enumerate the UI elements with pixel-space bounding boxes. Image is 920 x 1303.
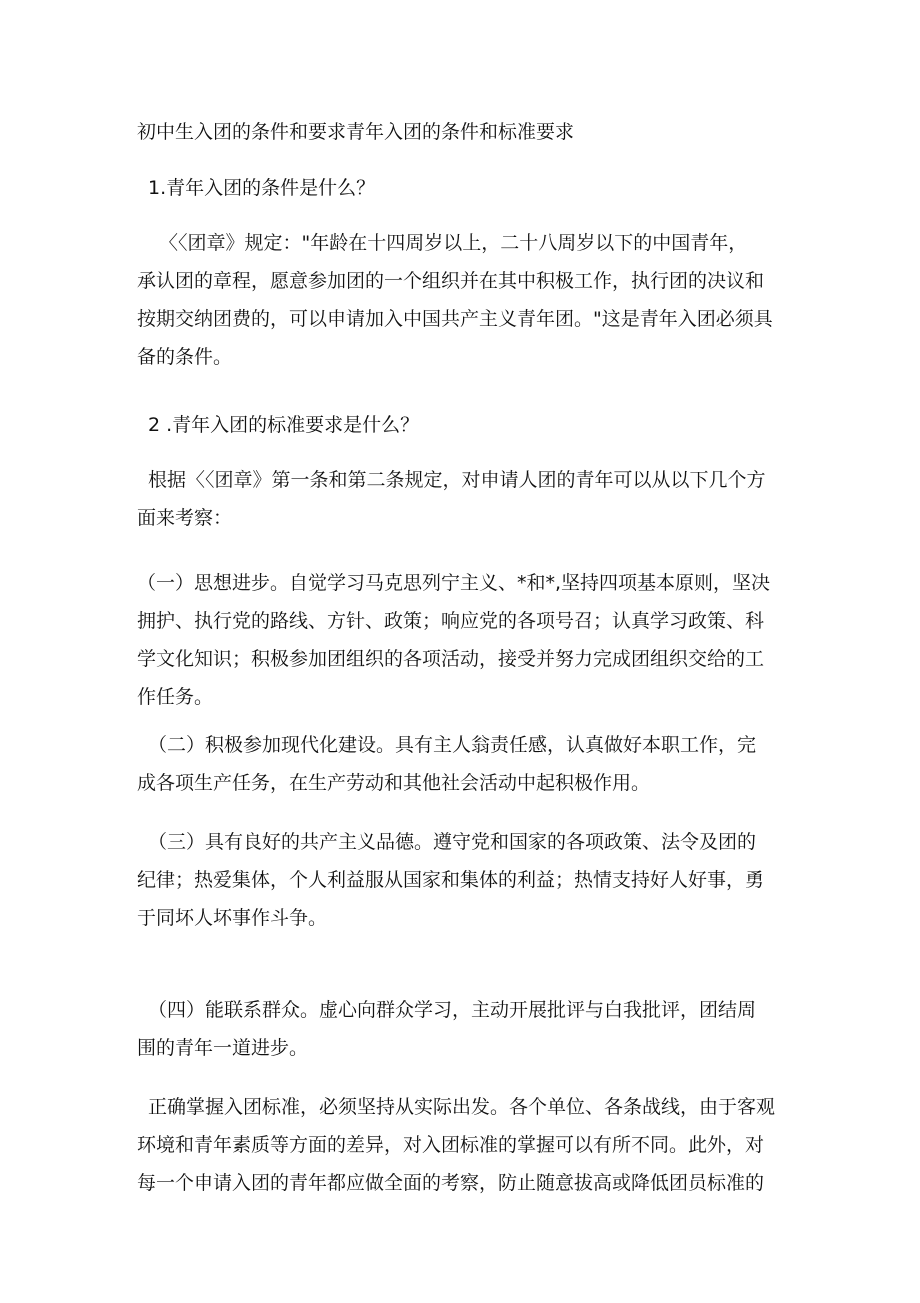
- paragraph-7: [137, 1088, 797, 1202]
- text-line: 承认团的章程，愿意参加团的一个组织并在其中积极工作，执行团的决议和: [137, 270, 765, 292]
- text-line: 正确掌握入团标准，必须坚持从实际出发。各个单位、各条战线，由于客观: [148, 1096, 776, 1118]
- text-line: 于同坏人坏事作斗争。: [137, 907, 328, 929]
- text-line: 学文化知识；积极参加团组织的各项活动，接受并努力完成团组织交给的工: [137, 648, 765, 670]
- text-line: 环境和青年素质等方面的差异，对入团标准的掌握可以有所不同。此外，对: [137, 1134, 765, 1156]
- text-line: 每一个申请入团的青年都应做全面的考察，防止随意拔高或降低团员标准的: [137, 1172, 765, 1194]
- text-line: 成各项生产任务，在生产劳动和其他社会活动中起积极作用。: [137, 772, 651, 794]
- text-line: 〈〈团章》规定："年龄在十四周岁以上，二十八周岁以下的中国青年，: [159, 232, 748, 254]
- text-line: 作任务。: [137, 686, 214, 708]
- paragraph-5: [137, 823, 797, 937]
- text-line: （三）具有良好的共产主义品德。遵守党和国家的各项政策、法令及团的: [148, 831, 757, 853]
- document-title: [137, 113, 797, 151]
- question-2: [148, 406, 808, 444]
- paragraph-3: [137, 564, 797, 716]
- text-line: 根据〈〈团章》第一条和第二条规定，对申请人团的青年可以从以下几个方: [148, 469, 766, 491]
- paragraph-1: [137, 224, 797, 376]
- question-1: [148, 169, 808, 207]
- text-line: （二）积极参加现代化建设。具有主人翁责任感，认真做好本职工作，完: [148, 734, 757, 756]
- title-line: 初中生入团的条件和要求青年入团的条件和标准要求: [137, 121, 575, 143]
- text-line: 拥护、执行党的路线、方针、政策；响应党的各项号召；认真学习政策、科: [137, 610, 765, 632]
- text-line: （一）思想进步。自觉学习马克思列宁主义、*和*,坚持四项基本原则，坚决: [137, 572, 771, 594]
- text-line: 面来考察：: [137, 507, 233, 529]
- question-line: 2 .青年入团的标准要求是什么？: [148, 414, 420, 436]
- text-line: 按期交纳团费的，可以申请加入中国共产主义青年团。"这是青年入团必须具: [137, 308, 773, 330]
- paragraph-6: [137, 991, 797, 1067]
- question-line: 1.青年入团的条件是什么？: [148, 177, 376, 199]
- paragraph-4: [137, 726, 797, 802]
- text-line: 围的青年一道进步。: [137, 1037, 309, 1059]
- text-line: （四）能联系群众。虚心向群众学习，主动开展批评与白我批评，团结周: [148, 999, 757, 1021]
- text-line: 纪律；热爱集体，个人利益服从国家和集体的利益；热情支持好人好事，勇: [137, 869, 765, 891]
- text-line: 备的条件。: [137, 346, 233, 368]
- paragraph-2: [137, 461, 797, 537]
